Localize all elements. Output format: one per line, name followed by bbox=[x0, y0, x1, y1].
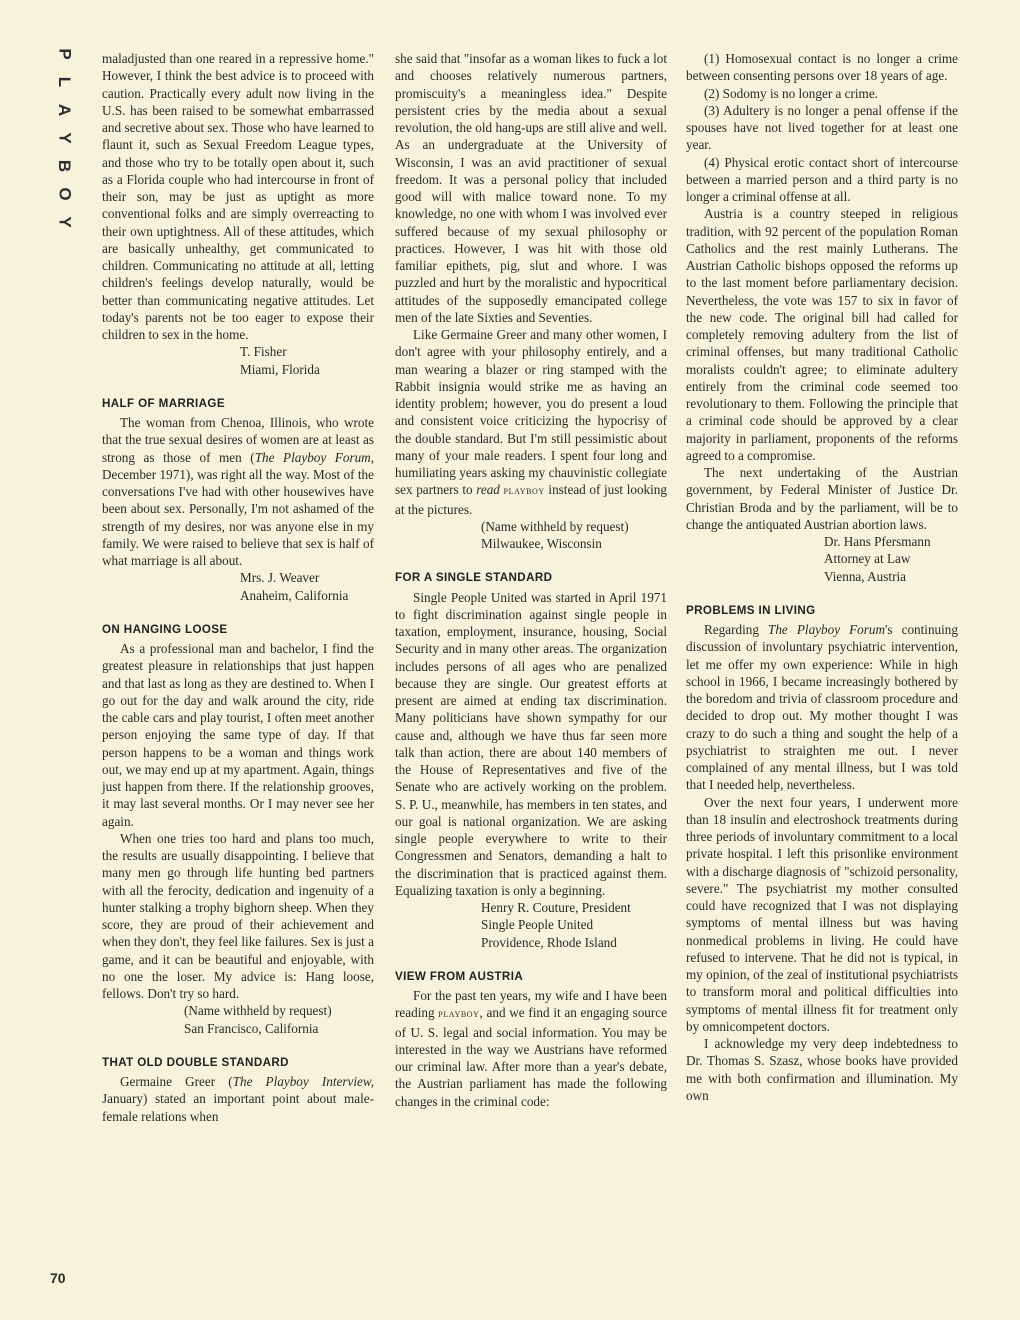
vertical-letter: O bbox=[55, 187, 75, 201]
vertical-letter: A bbox=[55, 103, 75, 117]
signature-place: Vienna, Austria bbox=[824, 568, 906, 584]
letter-paragraph: Over the next four years, I underwent more than 18 insulin and electroshock treatments during three periods of involuntary commitment to a local private hospital. I left this prisonlike environment with a discharge diagnosis of "schizoid personality, severe." The psychiatrist my mother consulted could have recognized that I was not displaying symptoms of mental illness but was having nonmedical problems in living. He could have refused to intervene. That he did not is typical, in my opinion, of the zeal of institutional psychiatrists to transform moral and political difficulties into symptoms of mental illness fit for treatment only by omnicompetent doctors. bbox=[686, 794, 958, 1034]
signature-block bbox=[102, 1002, 374, 1037]
letter-paragraph: Like Germaine Greer and many other women, I don't agree with your philosophy entirely, and a man wearing a blazer or ring stamped with the Rabbit insignia would strike me as having an identity problem; however, you do present a loud and consistent voice criticizing the hypocrisy of the double standard. But I'm still pessimistic about many of your male readers. I spent four long and humiliating years asking my chauvinistic collegiate sex partners to read playboy instead of just looking at the pictures. bbox=[395, 327, 667, 517]
vertical-letter: Y bbox=[55, 132, 75, 144]
signature-block bbox=[395, 518, 667, 553]
signature-block bbox=[395, 899, 667, 951]
list-item: (4) Physical erotic contact short of intercourse between a married person and a third party is no longer a criminal offense at all. bbox=[686, 154, 958, 204]
signature-name: Mrs. J. Weaver bbox=[240, 570, 320, 586]
page-number: 70 bbox=[50, 1270, 66, 1286]
vertical-magazine-name bbox=[55, 40, 75, 236]
signature-block bbox=[686, 533, 958, 585]
signature-title: Attorney at Law bbox=[824, 551, 911, 567]
signature-place: Providence, Rhode Island bbox=[481, 934, 617, 950]
letter-paragraph: Single People United was started in April 1971 to fight discrimination against single people in taxation, employment, insurance, housing, Social Security and in many other areas. The organization includes persons of all ages who are penalized because they are single. Our greatest efforts at present are aimed at ending tax discrimination. Many politicians have shown sympathy for our cause and, although we have thus far seen more talk than action, there are about 140 members of the House of Representatives and five of the Senate who are actively working on the problem. S. P. U., meanwhile, has members in ten states, and our goal is national organization. We are asking single people everywhere to write to their Congressmen and Senators, demanding a halt to the discrimination that is practiced against them. Equalizing taxation is only a beginning. bbox=[395, 589, 667, 898]
section-heading: FOR A SINGLE STANDARD bbox=[395, 571, 553, 585]
letter-paragraph: maladjusted than one reared in a repressive home." However, I think the best advice is to proceed with caution. Practically every adult now living in the U.S. has been raised to be somewhat embarrassed and secretive about sex. Those who have learned to flaunt it, such as Sexual Freedom League types, and those who try to be totally open about it, such as a Florida couple who had intercourse in front of their son, may be just as uptight as more conventional folks and are simply overreacting to their own uptightness. All of these attitudes, which are basically unhealthy, get communicated to children. Communicating no attitude at all, letting children's feelings develop naturally, would be better than communicating negative attitudes. Let today's parents not be too eager to expose their children to sex in the home. bbox=[102, 51, 374, 342]
signature-place: San Francisco, California bbox=[184, 1020, 319, 1036]
letter-paragraph: For the past ten years, my wife and I have been reading playboy, and we find it an engaging source of U. S. legal and social information. You may be interested in the way we Austrians have reformed our criminal law. After more than a year's debate, the Austrian parliament has made the following changes in the criminal code: bbox=[395, 988, 667, 1109]
signature-block bbox=[102, 343, 374, 378]
column-2 bbox=[395, 50, 667, 1110]
vertical-letter: B bbox=[55, 159, 75, 173]
section-heading: HALF OF MARRIAGE bbox=[102, 396, 225, 410]
vertical-letter: Y bbox=[55, 216, 75, 228]
signature-org: Single People United bbox=[481, 917, 594, 933]
section-heading: ON HANGING LOOSE bbox=[102, 622, 228, 636]
letter-paragraph: The woman from Chenoa, Illinois, who wrote that the true sexual desires of women are at least as strong as those of men (The Playboy Forum, December 1971), was right all the way. Most of the conversations I've had with other housewives have been about sex. Personally, I'm not ashamed of the strength of my desires, nor was anyone else in my family. We were raised to believe that sex is half of what marriage is all about. bbox=[102, 415, 374, 568]
signature-block bbox=[102, 569, 374, 604]
list-item: (3) Adultery is no longer a penal offense if the spouses have not lived together for at least one year. bbox=[686, 102, 958, 153]
section-heading: PROBLEMS IN LIVING bbox=[686, 603, 816, 617]
signature-name: Dr. Hans Pfersmann bbox=[824, 534, 931, 549]
list-item: (1) Homosexual contact is no longer a crime between consenting persons over 18 years of age. bbox=[686, 51, 958, 84]
vertical-letter: P bbox=[55, 48, 75, 60]
letter-paragraph: Germaine Greer (The Playboy Interview, January) stated an important point about male-female relations when bbox=[102, 1074, 374, 1124]
signature-name: T. Fisher bbox=[240, 344, 287, 360]
signature-name: (Name withheld by request) bbox=[184, 1003, 332, 1019]
letter-paragraph: Austria is a country steeped in religious tradition, with 92 percent of the population Roman Catholics and the rest mainly Lutherans. The Austrian Catholic bishops opposed the reforms up to the last moment before parliamentary decision. Nevertheless, the vote was 157 to six in favor of the new code. The original bill had called for completely removing adultery from the list of criminal offenses, but many traditional Catholic moralists couldn't agree; to eliminate adultery entirely from the criminal code seemed too revolutionary to them. Following the principle that a criminal code should be approved by a clear majority in parliament, proponents of the reforms agreed to a compromise. bbox=[686, 206, 958, 463]
letter-paragraph: As a professional man and bachelor, I find the greatest pleasure in relationships that just happen and that last as long as they are destined to. When I go out for the day and walk around the city, ride the cable cars and play tourist, I often meet another person enjoying the same type of day. If that person happens to be a woman and things work out, we may end up at my apartment. Again, things just happen from there. If the relationship grooves, it may last several months. Or I may never see her again. bbox=[102, 641, 374, 829]
signature-place: Anaheim, California bbox=[240, 587, 349, 603]
column-1 bbox=[102, 50, 374, 1125]
column-3 bbox=[686, 50, 958, 1104]
section-heading: VIEW FROM AUSTRIA bbox=[395, 969, 524, 983]
letter-paragraph: The next undertaking of the Austrian government, by Federal Minister of Justice Dr. Christian Broda and by the parliament, will be to change the antiquated Austrian abortion laws. bbox=[686, 465, 958, 532]
signature-place: Milwaukee, Wisconsin bbox=[481, 536, 602, 551]
signature-name: (Name withheld by request) bbox=[481, 518, 629, 534]
signature-name: Henry R. Couture, President bbox=[481, 900, 631, 915]
letter-paragraph: Regarding The Playboy Forum's continuing discussion of involuntary psychiatric intervention, let me offer my own experience: While in high school in 1966, I became increasingly bothered by the boredom and trivia of classroom procedure and decided to drop out. My mother thought I was crazy to do such a thing and sought the help of a psychiatrist to straighten me out. I never complained of any mental illness, but I was told that I needed help, nevertheless. bbox=[686, 622, 958, 793]
letter-paragraph: When one tries too hard and plans too much, the results are usually disappointing. I believe that many men go through life hunting bed partners with all the ferocity, dedication and ingenuity of a hunter stalking a trophy bighorn sheep. When they score, they are proud of their achievement and when they don't, they feel like failures. Sex is just a game, and it can be beautiful and enjoyable, with no one the loser. My advice is: Hang loose, fellows. Don't try so hard. bbox=[102, 830, 374, 1001]
list-item: (2) Sodomy is no longer a crime. bbox=[704, 85, 878, 101]
letter-paragraph: I acknowledge my very deep indebtedness to Dr. Thomas S. Szasz, whose books have provided me with both confirmation and illumination. My own bbox=[686, 1036, 958, 1103]
section-heading: THAT OLD DOUBLE STANDARD bbox=[102, 1055, 289, 1069]
vertical-letter: L bbox=[55, 76, 75, 88]
signature-place: Miami, Florida bbox=[240, 361, 320, 377]
letter-paragraph: she said that "insofar as a woman likes to fuck a lot and chooses relatively numerous partners, promiscuity's a meaningless idea." Despite persistent cries by the media about a sexual revolution, the old hang-ups are still alive and well. As an undergraduate at the University of Wisconsin, I was an avid practitioner of sexual freedom. It was a personal policy that included good will with malice toward none. To my knowledge, no one with whom I was involved ever suffered because of my sexual philosophy or practices. However, I was hit with those old familiar epithets, pig, slut and whore. I was puzzled and hurt by the moralistic and hypocritical attitudes of the supposedly emancipated college men of the late Sixties and Seventies. bbox=[395, 51, 667, 325]
